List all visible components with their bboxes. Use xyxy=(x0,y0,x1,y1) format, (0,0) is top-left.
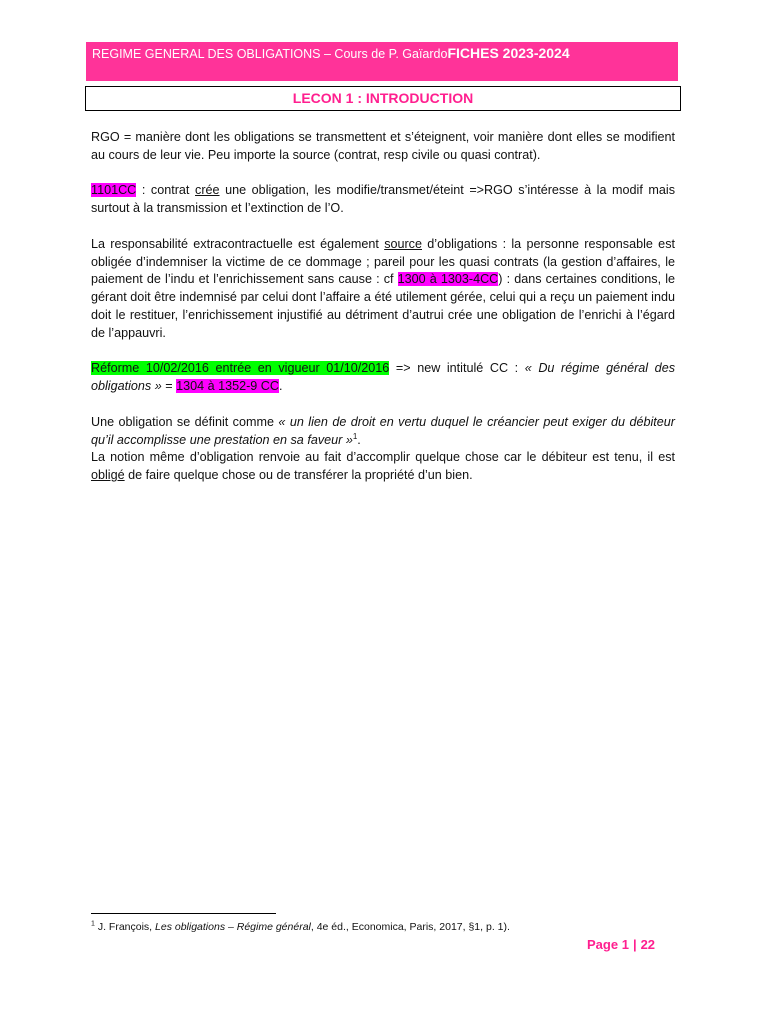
page-separator: | xyxy=(632,937,637,952)
text-run: : contrat xyxy=(136,183,196,198)
page-total: 22 xyxy=(640,937,656,952)
footnote-book-title: Les obligations – Régime général xyxy=(155,921,311,933)
text-run: , 4e éd., Economica, Paris, 2017, §1, p. 1). xyxy=(310,921,510,933)
text-run: une obligation, les modifie/transmet/éteint =>RGO s’intéresse à la modif mais surtout à la transmission et l’extinction de l’O. xyxy=(91,183,675,216)
text-run: Une obligation se définit comme xyxy=(91,414,279,429)
text-run: J. François, xyxy=(94,921,156,933)
text-run: . xyxy=(279,379,283,394)
lesson-title: LECON 1 : INTRODUCTION xyxy=(292,90,474,106)
underlined-word: source xyxy=(384,236,422,251)
italic-quote: « un lien de droit en vertu duquel le créancier peut exiger du débiteur qu’il accomplisse une prestation en sa faveur » xyxy=(91,414,675,447)
text-run: => new intitulé CC : xyxy=(389,361,525,376)
page-label: Page xyxy=(587,937,619,952)
lesson-title-box xyxy=(85,86,681,111)
highlighted-article-ref: 1101CC xyxy=(91,183,137,198)
paragraph-obligation-definition xyxy=(91,414,675,450)
highlighted-article-ref: 1300 à 1303-4CC xyxy=(397,272,499,287)
text-run: La responsabilité extracontractuelle est également xyxy=(91,236,385,251)
highlighted-reform-date: Réforme 10/02/2016 entrée en vigueur 01/10/2016 xyxy=(91,361,390,376)
footnote-reference[interactable]: 1 xyxy=(352,431,358,441)
footnote xyxy=(91,920,675,934)
text-run: d’obligations : la personne responsable est obligée d’indemniser la victime de ce dommage ; pareil pour les quasi contrats (la gestion d’affaires, le paiement de l’indu et l’enrichissement sans cause : cf xyxy=(91,236,675,287)
paragraph-extracontractual xyxy=(91,236,675,343)
underlined-word: obligé xyxy=(91,468,125,483)
text-run: = xyxy=(161,379,177,394)
document-body xyxy=(91,129,675,503)
paragraph-rgo-definition: RGO = manière dont les obligations se transmettent et s’éteignent, voir manière dont elles se modifient au cours de leur vie. Peu importe la source (contrat, resp civile ou quasi contrat). xyxy=(91,130,675,162)
text-run: ) : dans certaines conditions, le gérant doit être indemnisé par celui dont l’affaire a été utilement gérée, celui qui a reçu un paiement indu doit le restituer, l’enrichissement injustifié au détriment d’autrui crée une obligation de l’enrichi à l’égard de l’appauvri. xyxy=(91,272,675,340)
footnote-mark: 1 xyxy=(91,920,95,928)
paragraph-article-1101 xyxy=(91,182,675,218)
header-year-label: FICHES 2023-2024 xyxy=(447,45,570,61)
header-course-title: REGIME GENERAL DES OBLIGATIONS – Cours de P. Gaïardo xyxy=(92,47,448,61)
document-header-banner xyxy=(86,42,678,81)
text-run: La notion même d’obligation renvoie au fait d’accomplir quelque chose car le débiteur est tenu, il est xyxy=(91,450,675,465)
italic-title: « Du régime général des obligations » xyxy=(91,361,675,394)
highlighted-article-ref: 1304 à 1352-9 CC xyxy=(176,379,279,394)
page-number xyxy=(587,937,655,952)
text-run: de faire quelque chose ou de transférer la propriété d’un bien. xyxy=(124,468,473,483)
paragraph-obligation-notion xyxy=(91,449,675,485)
page-current: 1 xyxy=(621,937,629,952)
text-run: . xyxy=(357,432,361,447)
footnote-separator xyxy=(91,913,276,914)
paragraph-reform xyxy=(91,360,675,396)
underlined-word: crée xyxy=(195,183,220,198)
